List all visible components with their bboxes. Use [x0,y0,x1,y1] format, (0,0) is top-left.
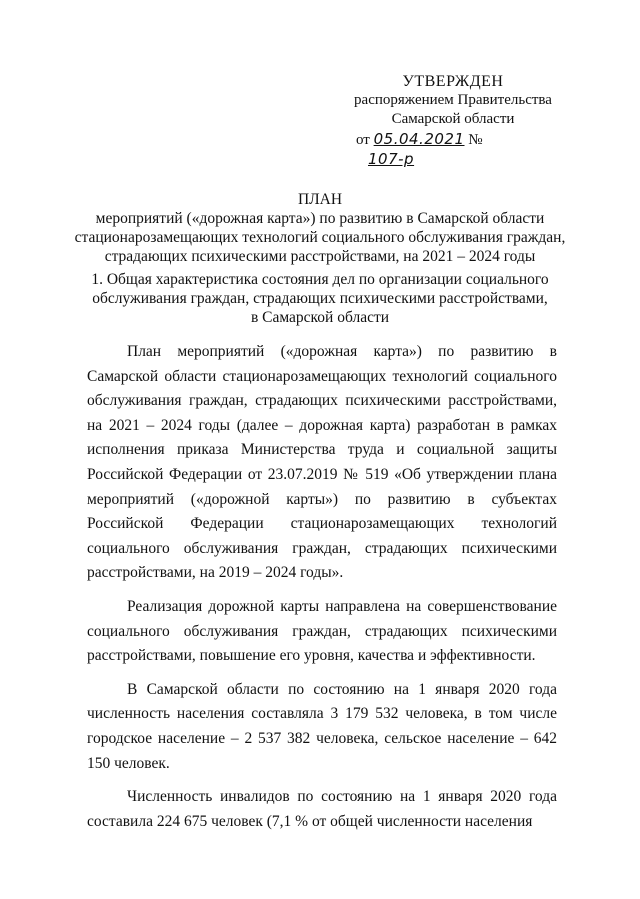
approval-region: Самарской области [391,111,515,127]
section-heading-line: 1. Общая характеристика состояния дел по организации социального [91,271,549,288]
document-body [87,340,557,834]
section-heading-line: в Самарской области [250,309,390,326]
approval-date: 05.04.2021 [373,130,465,148]
plan-subtitle-line: стационарозамещающих технологий социального обслуживания граждан, [74,229,566,246]
body-paragraph: Численность инвалидов по состоянию на 1 января 2020 года составила 224 675 человек (7,1 % от общей численности населения [87,788,557,830]
body-paragraph: В Самарской области по состоянию на 1 января 2020 года численность населения составляла 3 179 532 человека, в том числе городское население – 2 537 382 человека, сельское население – 642 150 человек. [87,680,557,772]
date-prefix: от [356,132,370,148]
body-paragraph: Реализация дорожной карты направлена на совершенствование социального обслуживания граждан, страдающих психическими расстройствами, повышение его уровня, качества и эффективности. [87,597,557,665]
approval-date-line [348,130,558,170]
section-heading [60,270,580,327]
plan-subtitle-line: страдающих психическими расстройствами, на 2021 – 2024 годы [104,248,536,265]
approval-stamp [348,72,558,170]
number-prefix: № [468,132,483,148]
section-heading-line: обслуживания граждан, страдающих психическими расстройствами, [92,290,548,307]
plan-heading [60,190,580,266]
plan-subtitle-line: мероприятий («дорожная карта») по развитию в Самарской области [95,210,545,227]
approval-number: 107-р [368,150,415,168]
approval-title: УТВЕРЖДЕН [402,73,504,90]
body-paragraph: План мероприятий («дорожная карта») по развитию в Самарской области стационарозамещающих технологий социального обслуживания граждан, страдающих психическими расстройствами, на 2021 – 2024 годы (далее – дорожная карта) разработан в рамках исполнения приказа Министерства труда и социальной защиты Российской Федерации от 23.07.2019 № 519 «Об утверждении плана мероприятий («дорожной карты») по развитию в субъектах Российской Федерации стационарозамещающих технологий социального обслуживания граждан, страдающих психическими расстройствами, на 2019 – 2024 годы». [87,343,557,582]
approval-authority: распоряжением Правительства [354,92,552,108]
plan-title: ПЛАН [297,191,343,208]
